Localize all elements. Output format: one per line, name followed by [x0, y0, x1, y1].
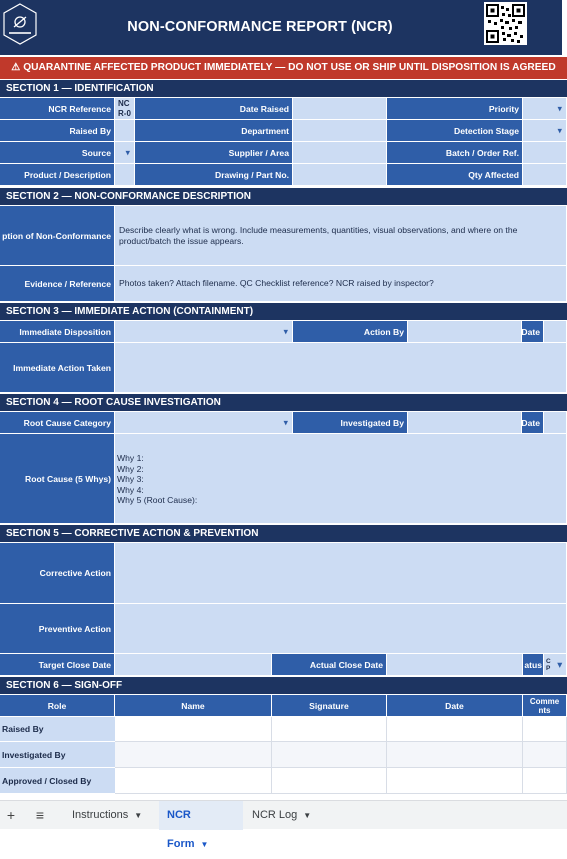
- signoff-role-raised-by: Raised By: [0, 717, 115, 742]
- description-label: ption of Non-Conformance: [0, 206, 115, 266]
- batch-order-label: Batch / Order Ref.: [387, 142, 523, 164]
- section-6-header: SECTION 6 — SIGN-OFF: [0, 677, 567, 694]
- signoff-comments-approved-by[interactable]: [523, 768, 567, 794]
- signoff-signature-approved-by[interactable]: [272, 768, 387, 794]
- why-4-line: Why 4:: [117, 484, 144, 495]
- section-4-header: SECTION 4 — ROOT CAUSE INVESTIGATION: [0, 394, 567, 411]
- chevron-down-icon: ▼: [200, 840, 209, 849]
- corrective-action-label: Corrective Action: [0, 543, 115, 604]
- date-raised-field[interactable]: [293, 98, 387, 120]
- action-date-field[interactable]: [544, 321, 567, 343]
- investigation-date-field[interactable]: [544, 412, 567, 434]
- root-cause-5-whys-field[interactable]: [115, 434, 567, 524]
- evidence-label: Evidence / Reference: [0, 266, 115, 302]
- chevron-down-icon: ▼: [134, 811, 143, 820]
- tab-instructions-label: Instructions: [72, 809, 129, 821]
- root-cause-5-whys-label: Root Cause (5 Whys): [0, 434, 115, 524]
- supplier-area-field[interactable]: [293, 142, 387, 164]
- priority-label: Priority: [387, 98, 523, 120]
- root-cause-category-label: Root Cause Category: [0, 412, 115, 434]
- company-logo: [2, 3, 38, 45]
- action-date-label: Date: [522, 321, 544, 343]
- report-header: [0, 0, 567, 55]
- description-field[interactable]: Describe clearly what is wrong. Include measurements, quantities, visual observations, and where on the product/batch the issue appears.: [115, 206, 567, 266]
- investigated-by-label: Investigated By: [293, 412, 408, 434]
- source-dropdown[interactable]: [115, 142, 135, 164]
- product-description-label: Product / Description: [0, 164, 115, 186]
- evidence-field[interactable]: Photos taken? Attach filename. QC Checklist reference? NCR raised by inspector?: [115, 266, 567, 302]
- why-2-line: Why 2:: [117, 463, 144, 474]
- why-3-line: Why 3:: [117, 474, 144, 485]
- batch-order-field[interactable]: [523, 142, 567, 164]
- tab-ncr-log-label: NCR Log: [252, 809, 298, 821]
- qty-affected-field[interactable]: [523, 164, 567, 186]
- col-name: Name: [115, 695, 272, 717]
- section-5-header: SECTION 5 — CORRECTIVE ACTION & PREVENTION: [0, 525, 567, 542]
- plus-icon[interactable]: +: [6, 807, 16, 823]
- immediate-disposition-dropdown[interactable]: [115, 321, 293, 343]
- signoff-comments-investigated-by[interactable]: [523, 742, 567, 768]
- why-1-line: Why 1:: [117, 453, 144, 463]
- status-label: atus: [523, 654, 544, 676]
- ncr-reference-value[interactable]: NC R-0: [115, 98, 135, 120]
- detection-stage-label: Detection Stage: [387, 120, 523, 142]
- col-signature: Signature: [272, 695, 387, 717]
- actual-close-date-field[interactable]: [387, 654, 523, 676]
- sheet-tab-bar: [0, 800, 567, 850]
- immediate-action-taken-label: Immediate Action Taken: [0, 343, 115, 393]
- tab-ncr-form-label: NCR Form: [167, 809, 195, 850]
- investigation-date-label: Date: [522, 412, 544, 434]
- signoff-name-approved-by[interactable]: [115, 768, 272, 794]
- ncr-reference-label: NCR Reference: [0, 98, 115, 120]
- tab-ncr-log[interactable]: [244, 801, 324, 830]
- signoff-comments-raised-by[interactable]: [523, 717, 567, 742]
- signoff-role-approved-by: Approved / Closed By: [0, 768, 115, 794]
- page-title: NON-CONFORMANCE REPORT (NCR): [127, 19, 393, 35]
- signoff-date-approved-by[interactable]: [387, 768, 523, 794]
- date-raised-label: Date Raised: [135, 98, 293, 120]
- target-close-date-field[interactable]: [115, 654, 272, 676]
- immediate-disposition-label: Immediate Disposition: [0, 321, 115, 343]
- preventive-action-field[interactable]: [115, 604, 567, 654]
- section-3-header: SECTION 3 — IMMEDIATE ACTION (CONTAINMENT): [0, 303, 567, 320]
- department-field[interactable]: [293, 120, 387, 142]
- section-1-header: SECTION 1 — IDENTIFICATION: [0, 80, 567, 97]
- preventive-action-label: Preventive Action: [0, 604, 115, 654]
- signoff-name-raised-by[interactable]: [115, 717, 272, 742]
- corrective-action-field[interactable]: [115, 543, 567, 604]
- signoff-date-raised-by[interactable]: [387, 717, 523, 742]
- signoff-signature-raised-by[interactable]: [272, 717, 387, 742]
- section-2-header: SECTION 2 — NON-CONFORMANCE DESCRIPTION: [0, 188, 567, 205]
- raised-by-field[interactable]: [115, 120, 135, 142]
- product-description-field[interactable]: [115, 164, 135, 186]
- signoff-role-investigated-by: Investigated By: [0, 742, 115, 768]
- hamburger-icon[interactable]: ≡: [35, 807, 45, 823]
- raised-by-label: Raised By: [0, 120, 115, 142]
- col-comments: Comme nts: [523, 695, 567, 717]
- priority-dropdown[interactable]: [523, 98, 567, 120]
- col-date: Date: [387, 695, 523, 717]
- quarantine-warning-banner: ⚠ QUARANTINE AFFECTED PRODUCT IMMEDIATELY — DO NOT USE OR SHIP UNTIL DISPOSITION IS AGREED: [0, 57, 567, 79]
- col-role: Role: [0, 695, 115, 717]
- drawing-part-label: Drawing / Part No.: [135, 164, 293, 186]
- drawing-part-field[interactable]: [293, 164, 387, 186]
- status-dropdown[interactable]: C P ▾: [544, 654, 567, 676]
- why-5-line: Why 5 (Root Cause):: [117, 495, 198, 506]
- supplier-area-label: Supplier / Area: [135, 142, 293, 164]
- qr-code-icon: [484, 2, 527, 45]
- qty-affected-label: Qty Affected: [387, 164, 523, 186]
- investigated-by-field[interactable]: [408, 412, 522, 434]
- header-edge: [562, 0, 567, 55]
- target-close-date-label: Target Close Date: [0, 654, 115, 676]
- detection-stage-dropdown[interactable]: [523, 120, 567, 142]
- chevron-down-icon: ▼: [303, 811, 312, 820]
- signoff-name-investigated-by[interactable]: [115, 742, 272, 768]
- signoff-signature-investigated-by[interactable]: [272, 742, 387, 768]
- signoff-date-investigated-by[interactable]: [387, 742, 523, 768]
- actual-close-date-label: Actual Close Date: [272, 654, 387, 676]
- action-by-field[interactable]: [408, 321, 522, 343]
- immediate-action-taken-field[interactable]: [115, 343, 567, 393]
- source-label: Source: [0, 142, 115, 164]
- tab-instructions[interactable]: [64, 801, 159, 830]
- tab-ncr-form[interactable]: [159, 801, 243, 850]
- root-cause-category-dropdown[interactable]: [115, 412, 293, 434]
- action-by-label: Action By: [293, 321, 408, 343]
- department-label: Department: [135, 120, 293, 142]
